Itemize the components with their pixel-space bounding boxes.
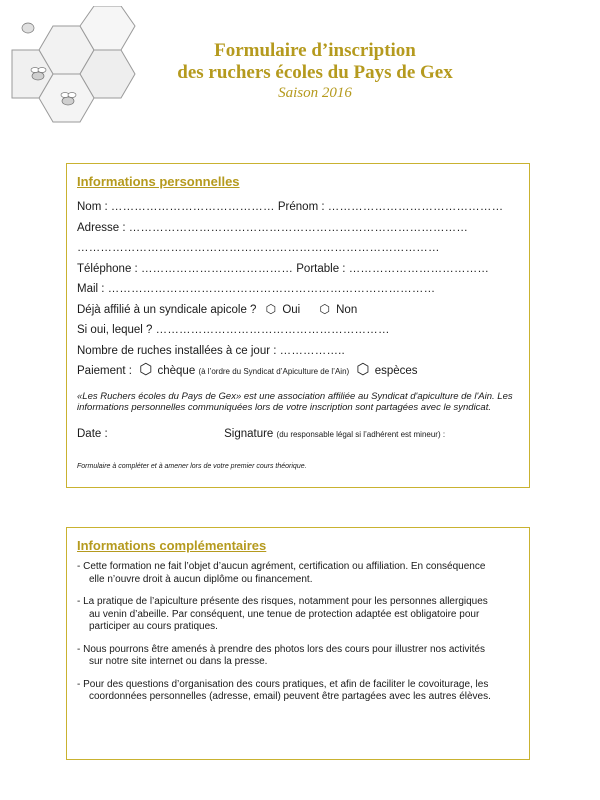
adresse-field[interactable]: ……………………………………………………………………………	[128, 221, 469, 234]
personal-info-box	[66, 163, 530, 488]
mail-field[interactable]: …………………………………………………………………………	[107, 283, 436, 295]
nom-field[interactable]: ……………………………………	[110, 201, 275, 213]
date-label[interactable]: Date :	[77, 427, 108, 440]
payment-row	[77, 361, 519, 383]
page-title-line-2: des ruchers écoles du Pays de Gex	[177, 62, 453, 83]
page-title-line-1: Formulaire d’inscription	[214, 40, 416, 61]
complementary-info-heading: Informations complémentaires	[77, 538, 267, 553]
address-row	[77, 218, 519, 239]
form-footer-note: Formulaire à compléter et à amener lors de votre premier cours théorique.	[77, 463, 307, 470]
list-item: - Nous pourrons être amenés à prendre des photos lors des cours pour illustrer nos activités sur notre site internet ou dans la presse.	[77, 643, 485, 667]
prenom-label: Prénom :	[277, 201, 325, 213]
association-note: «Les Ruchers écoles du Pays de Gex» est une association affiliée au Syndicat d'apiculture de l'Ain. Les informations personnelles communiquées lors de votre inscription sont partagées avec le syndicat.	[77, 390, 513, 413]
address-row-2	[77, 238, 519, 259]
lequel-label: Si oui, lequel ?	[77, 324, 153, 336]
signature-note: (du responsable légal si l’adhérent est mineur) :	[276, 429, 446, 439]
mail-label: Mail :	[77, 283, 105, 295]
non-label: Non	[336, 303, 358, 316]
info-list	[77, 561, 519, 704]
season-subtitle: Saison 2016	[278, 85, 352, 101]
lequel-field[interactable]: ……………………………………………………	[155, 324, 390, 336]
phone-row	[77, 259, 519, 280]
list-item: - La pratique de l’apiculture présente des risques, notamment pour les personnes allergiques au venin d’abeille. Par conséquent, une tenue de protection adaptée est obligatoire pour participer au cours pratiques.	[77, 596, 488, 632]
telephone-field[interactable]: …………………………………	[140, 262, 294, 275]
adresse-field-2[interactable]: …………………………………………………………………………………	[77, 242, 440, 254]
cheque-checkbox-icon[interactable]: ⬡	[139, 361, 153, 378]
ruches-field[interactable]: ……………..	[279, 344, 345, 357]
portable-field[interactable]: ………………………………	[348, 262, 490, 275]
affiliation-label: Déjà affilié à un syndicale apicole ?	[77, 303, 257, 316]
ruches-label: Nombre de ruches installées à ce jour :	[77, 344, 277, 357]
especes-label: espèces	[374, 365, 418, 377]
syndicate-row	[77, 320, 519, 341]
list-item: - Cette formation ne fait l’objet d’aucun agrément, certification ou affiliation. En conséquence elle n’ouvre droit à aucun diplôme ou financement.	[77, 561, 486, 585]
hives-row	[77, 341, 519, 362]
portable-label: Portable :	[296, 262, 346, 275]
paiement-label: Paiement :	[77, 365, 132, 377]
cheque-note: (à l’ordre du Syndicat d’Apiculture de l’Ain)	[198, 367, 350, 376]
title-block	[150, 40, 480, 102]
honeycomb-logo-icon	[8, 6, 158, 124]
oui-label: Oui	[282, 303, 301, 316]
nom-label: Nom :	[77, 201, 108, 213]
personal-info-heading: Informations personnelles	[77, 174, 240, 189]
affiliation-row	[77, 300, 519, 321]
prenom-field[interactable]: ………………………………………	[327, 201, 504, 213]
adresse-label: Adresse :	[77, 221, 126, 234]
name-row	[77, 197, 519, 218]
signature-label[interactable]: Signature	[224, 427, 274, 440]
date-signature-row	[77, 424, 519, 446]
non-checkbox-icon[interactable]: ⬡	[319, 301, 330, 316]
mail-row	[77, 279, 519, 300]
telephone-label: Téléphone :	[77, 262, 138, 275]
cheque-label: chèque	[157, 365, 196, 377]
especes-checkbox-icon[interactable]: ⬡	[356, 361, 370, 378]
logo	[8, 6, 158, 124]
oui-checkbox-icon[interactable]: ⬡	[265, 301, 277, 316]
list-item: - Pour des questions d’organisation des cours pratiques, et afin de faciliter le covoiturage, les coordonnées personnelles (adresse, email) peuvent être partagées avec les autres élèves.	[77, 678, 491, 702]
complementary-info-box	[66, 527, 530, 760]
